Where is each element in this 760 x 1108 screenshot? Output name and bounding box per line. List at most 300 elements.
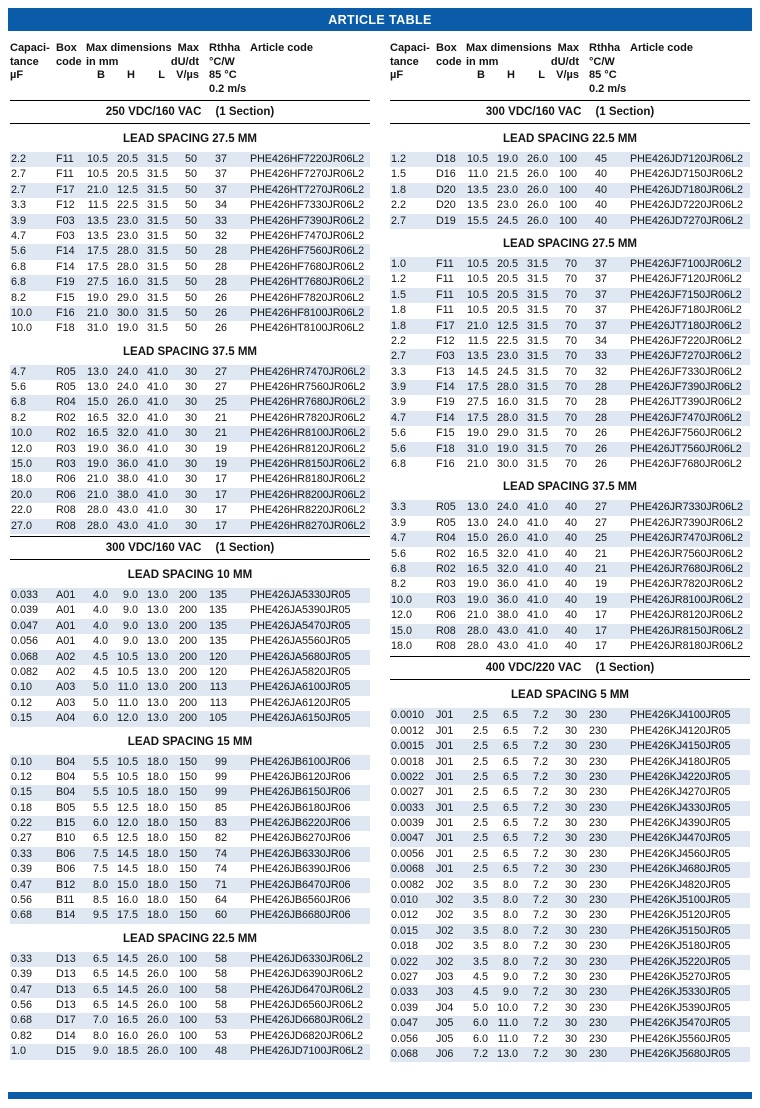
section-divider xyxy=(390,123,750,124)
dim-b-cell: 6.5 xyxy=(92,998,108,1011)
dim-b-cell: 21.0 xyxy=(466,609,488,622)
dudt-cell: 100 xyxy=(558,199,577,212)
dim-l-cell: 26.0 xyxy=(526,214,548,227)
table-row xyxy=(390,288,750,303)
box-code-cell: F03 xyxy=(436,350,455,363)
dudt-cell: 50 xyxy=(184,199,197,212)
capacitance-cell: 0.10 xyxy=(11,681,33,694)
article-code-cell: PHE426HR8220JR06L2 xyxy=(250,504,366,517)
table-row xyxy=(390,395,750,410)
box-code-cell: B04 xyxy=(56,786,76,799)
capacitance-cell: 0.47 xyxy=(11,878,33,891)
dim-h-cell: 20.5 xyxy=(496,288,518,301)
dim-l-cell: 31.5 xyxy=(146,214,168,227)
box-code-cell: J02 xyxy=(436,955,454,968)
dim-l-cell: 13.0 xyxy=(146,712,168,725)
rthha-cell: 230 xyxy=(588,1001,607,1014)
rthha-cell: 32 xyxy=(594,365,607,378)
box-code-cell: B04 xyxy=(56,755,76,768)
title-bar xyxy=(8,8,752,31)
capacitance-cell: 20.0 xyxy=(11,488,33,501)
dim-h-cell: 6.5 xyxy=(502,709,518,722)
dim-h-cell: 12.5 xyxy=(116,183,138,196)
capacitance-cell: 0.0012 xyxy=(391,724,425,737)
dudt-cell: 200 xyxy=(178,588,197,601)
dudt-cell: 30 xyxy=(184,442,197,455)
article-code-cell: PHE426KJ5390JR05 xyxy=(630,1001,731,1014)
dim-b-cell: 6.0 xyxy=(472,1032,488,1045)
capacitance-cell: 3.9 xyxy=(391,396,407,409)
box-code-cell: A03 xyxy=(56,696,76,709)
dim-h-cell: 8.0 xyxy=(502,878,518,891)
dudt-cell: 150 xyxy=(178,801,197,814)
box-code-cell: R05 xyxy=(436,516,456,529)
box-code-cell: D13 xyxy=(56,952,76,965)
table-row xyxy=(10,603,370,618)
dim-l-cell: 31.5 xyxy=(146,291,168,304)
dudt-cell: 30 xyxy=(564,1032,577,1045)
capacitance-cell: 3.3 xyxy=(11,199,27,212)
dim-l-cell: 18.0 xyxy=(146,817,168,830)
table-row xyxy=(10,711,370,726)
capacitance-cell: 4.7 xyxy=(391,411,407,424)
dudt-cell: 100 xyxy=(558,168,577,181)
dudt-cell: 30 xyxy=(564,955,577,968)
dim-b-cell: 3.5 xyxy=(472,940,488,953)
rthha-cell: 37 xyxy=(214,153,227,165)
dim-l-cell: 41.0 xyxy=(526,578,548,591)
article-code-cell: PHE426JR8120JR06L2 xyxy=(630,609,743,622)
dim-h-cell: 24.0 xyxy=(116,365,138,378)
dudt-cell: 100 xyxy=(558,214,577,227)
box-code-cell: J02 xyxy=(436,940,454,953)
dim-l-cell: 26.0 xyxy=(526,183,548,196)
dim-l-cell: 13.0 xyxy=(146,604,168,617)
dim-b-cell: 4.5 xyxy=(92,665,108,678)
table-row xyxy=(390,739,750,754)
capacitance-cell: 0.15 xyxy=(11,712,33,725)
article-code-cell: PHE426JF7120JR06L2 xyxy=(630,273,742,286)
capacitance-cell: 5.6 xyxy=(391,547,407,560)
header-article-code: Article code xyxy=(630,42,693,54)
dudt-cell: 30 xyxy=(564,1001,577,1014)
dudt-cell: 30 xyxy=(184,458,197,471)
dim-h-cell: 16.5 xyxy=(116,1014,138,1027)
dim-b-cell: 21.0 xyxy=(86,306,108,319)
dim-l-cell: 41.0 xyxy=(526,624,548,637)
dim-b-cell: 14.5 xyxy=(466,365,488,378)
article-code-cell: PHE426HF7330JR06L2 xyxy=(250,199,365,212)
table-row xyxy=(10,908,370,923)
dudt-cell: 200 xyxy=(178,619,197,632)
dim-b-cell: 4.0 xyxy=(92,588,108,601)
dim-h-cell: 17.5 xyxy=(116,909,138,922)
dudt-cell: 70 xyxy=(564,288,577,301)
article-code-cell: PHE426KJ4120JR05 xyxy=(630,724,731,737)
article-code-cell: PHE426JF7150JR06L2 xyxy=(630,288,742,301)
table-row xyxy=(390,847,750,862)
dim-b-cell: 10.5 xyxy=(86,168,108,181)
dim-l-cell: 7.2 xyxy=(532,724,548,737)
dim-b-cell: 13.5 xyxy=(466,350,488,363)
dim-h-cell: 10.5 xyxy=(116,770,138,783)
article-code-cell: PHE426JB6120JR06 xyxy=(250,770,351,783)
rthha-cell: 28 xyxy=(214,245,227,258)
header-dudt: Max dU/dt V/µs xyxy=(170,42,199,81)
page-title: ARTICLE TABLE xyxy=(328,12,432,27)
box-code-cell: B12 xyxy=(56,878,76,891)
dim-l-cell: 7.2 xyxy=(532,1001,548,1014)
dim-b-cell: 13.5 xyxy=(86,214,108,227)
dim-l-cell: 41.0 xyxy=(146,488,168,501)
dim-b-cell: 19.0 xyxy=(466,578,488,591)
dim-h-cell: 6.5 xyxy=(502,801,518,814)
capacitance-cell: 18.0 xyxy=(11,473,33,486)
dim-b-cell: 16.5 xyxy=(86,427,108,440)
dim-l-cell: 13.0 xyxy=(146,681,168,694)
rthha-cell: 230 xyxy=(588,832,607,845)
capacitance-cell: 5.6 xyxy=(391,427,407,440)
dim-l-cell: 31.5 xyxy=(146,183,168,196)
dim-h-cell: 43.0 xyxy=(496,639,518,652)
box-code-cell: R06 xyxy=(436,609,456,622)
section-count-label: (1 Section) xyxy=(215,541,275,554)
box-code-cell: B06 xyxy=(56,847,76,860)
dim-h-cell: 9.0 xyxy=(502,986,518,999)
dudt-cell: 200 xyxy=(178,712,197,725)
dim-l-cell: 41.0 xyxy=(526,516,548,529)
dim-b-cell: 2.5 xyxy=(472,786,488,799)
box-code-cell: D17 xyxy=(56,1014,76,1027)
dim-l-cell: 41.0 xyxy=(146,519,168,532)
capacitance-cell: 0.047 xyxy=(11,619,39,632)
rthha-cell: 17 xyxy=(214,473,227,486)
article-code-cell: PHE426KJ4220JR05 xyxy=(630,770,731,783)
capacitance-cell: 0.047 xyxy=(391,1017,419,1030)
dim-b-cell: 6.5 xyxy=(92,968,108,981)
box-code-cell: R02 xyxy=(436,547,456,560)
dim-l-cell: 31.5 xyxy=(526,350,548,363)
article-code-cell: PHE426HT8100JR06L2 xyxy=(250,322,365,335)
dim-h-cell: 13.0 xyxy=(496,1047,518,1060)
table-row xyxy=(390,1032,750,1047)
dudt-cell: 30 xyxy=(564,863,577,876)
dim-l-cell: 7.2 xyxy=(532,770,548,783)
dim-h-cell: 12.0 xyxy=(116,817,138,830)
box-code-cell: R08 xyxy=(56,519,76,532)
rthha-cell: 19 xyxy=(214,458,227,471)
header-dim-h: H xyxy=(127,69,135,81)
dim-l-cell: 31.5 xyxy=(526,427,548,440)
box-code-cell: R05 xyxy=(56,365,76,378)
table-row xyxy=(10,411,370,426)
dim-b-cell: 21.0 xyxy=(86,473,108,486)
rthha-cell: 17 xyxy=(214,519,227,532)
capacitance-cell: 0.27 xyxy=(11,832,33,845)
dim-b-cell: 19.0 xyxy=(86,458,108,471)
lead-spacing-heading: LEAD SPACING 27.5 MM xyxy=(123,133,257,145)
rthha-cell: 230 xyxy=(588,740,607,753)
box-code-cell: A02 xyxy=(56,650,76,663)
article-code-cell: PHE426HF8100JR06L2 xyxy=(250,306,365,319)
dim-b-cell: 13.5 xyxy=(86,229,108,242)
box-code-cell: B11 xyxy=(56,894,75,907)
rthha-cell: 34 xyxy=(594,334,607,347)
box-code-cell: F11 xyxy=(56,153,74,165)
table-row xyxy=(390,724,750,739)
dudt-cell: 100 xyxy=(178,998,197,1011)
article-code-cell: PHE426KJ5100JR05 xyxy=(630,894,731,907)
table-row xyxy=(10,380,370,395)
rthha-cell: 85 xyxy=(214,801,227,814)
rthha-cell: 40 xyxy=(594,168,607,181)
box-code-cell: J01 xyxy=(436,817,454,830)
dudt-cell: 100 xyxy=(178,968,197,981)
article-code-cell: PHE426JR7470JR06L2 xyxy=(630,532,743,545)
dim-l-cell: 7.2 xyxy=(532,847,548,860)
capacitance-cell: 10.0 xyxy=(11,306,33,319)
table-row xyxy=(390,816,750,831)
box-code-cell: F12 xyxy=(56,199,75,212)
table-row xyxy=(390,908,750,923)
dudt-cell: 70 xyxy=(564,442,577,455)
box-code-cell: D13 xyxy=(56,983,76,996)
rthha-cell: 230 xyxy=(588,955,607,968)
dim-b-cell: 21.0 xyxy=(86,488,108,501)
table-row xyxy=(10,395,370,410)
article-code-cell: PHE426HR8150JR06L2 xyxy=(250,458,366,471)
table-row xyxy=(10,696,370,711)
table-row xyxy=(390,516,750,531)
article-code-cell: PHE426HF7560JR06L2 xyxy=(250,245,365,258)
dim-h-cell: 9.0 xyxy=(122,588,138,601)
article-code-cell: PHE426HR7820JR06L2 xyxy=(250,411,366,424)
dim-l-cell: 31.5 xyxy=(146,276,168,289)
dim-h-cell: 12.5 xyxy=(496,319,518,332)
box-code-cell: R08 xyxy=(436,624,456,637)
capacitance-cell: 0.082 xyxy=(11,665,39,678)
dudt-cell: 30 xyxy=(564,847,577,860)
article-code-cell: PHE426JA5680JR05 xyxy=(250,650,351,663)
box-code-cell: F03 xyxy=(56,229,75,242)
article-code-cell: PHE426JB6330JR06 xyxy=(250,847,351,860)
article-code-cell: PHE426HF7390JR06L2 xyxy=(250,214,365,227)
rows-group xyxy=(390,257,750,472)
rthha-cell: 230 xyxy=(588,801,607,814)
article-code-cell: PHE426JD6680JR06L2 xyxy=(250,1014,363,1027)
dim-h-cell: 11.0 xyxy=(497,1032,518,1045)
dim-h-cell: 15.0 xyxy=(116,878,138,891)
capacitance-cell: 0.39 xyxy=(11,863,33,876)
dim-l-cell: 18.0 xyxy=(146,847,168,860)
capacitance-cell: 0.0082 xyxy=(391,878,425,891)
dim-b-cell: 9.5 xyxy=(92,909,108,922)
box-code-cell: R04 xyxy=(56,396,76,409)
box-code-cell: F03 xyxy=(56,214,75,227)
box-code-cell: F11 xyxy=(436,273,454,286)
dudt-cell: 70 xyxy=(564,304,577,317)
capacitance-cell: 6.8 xyxy=(391,458,407,471)
rthha-cell: 230 xyxy=(588,847,607,860)
dim-h-cell: 24.0 xyxy=(116,381,138,394)
dim-l-cell: 31.5 xyxy=(146,260,168,273)
dim-l-cell: 31.5 xyxy=(526,319,548,332)
table-row xyxy=(10,831,370,846)
box-code-cell: J04 xyxy=(436,1001,454,1014)
dim-h-cell: 24.5 xyxy=(496,214,518,227)
box-code-cell: D14 xyxy=(56,1029,76,1042)
box-code-cell: R08 xyxy=(436,639,456,652)
rows-group xyxy=(390,152,750,229)
lead-spacing-heading: LEAD SPACING 37.5 MM xyxy=(503,481,637,494)
dim-b-cell: 6.0 xyxy=(92,712,108,725)
dim-l-cell: 31.5 xyxy=(526,396,548,409)
dudt-cell: 30 xyxy=(564,770,577,783)
box-code-cell: F16 xyxy=(56,306,75,319)
article-code-cell: PHE426HR7560JR06L2 xyxy=(250,381,366,394)
dudt-cell: 70 xyxy=(564,381,577,394)
dim-h-cell: 23.0 xyxy=(496,183,518,196)
dim-l-cell: 31.5 xyxy=(526,411,548,424)
rows-group xyxy=(390,708,750,1062)
article-code-cell: PHE426JD7120JR06L2 xyxy=(630,153,743,165)
capacitance-cell: 0.0056 xyxy=(391,847,425,860)
dim-b-cell: 17.5 xyxy=(86,245,108,258)
table-row xyxy=(390,608,750,623)
dim-b-cell: 28.0 xyxy=(86,504,108,517)
dim-b-cell: 21.0 xyxy=(86,183,108,196)
dim-l-cell: 7.2 xyxy=(532,940,548,953)
dim-b-cell: 10.5 xyxy=(466,153,488,165)
box-code-cell: F15 xyxy=(436,427,455,440)
rthha-cell: 26 xyxy=(214,291,227,304)
dudt-cell: 40 xyxy=(564,516,577,529)
dim-l-cell: 7.2 xyxy=(532,909,548,922)
rthha-cell: 230 xyxy=(588,894,607,907)
capacitance-cell: 0.056 xyxy=(11,635,39,648)
dim-l-cell: 41.0 xyxy=(146,427,168,440)
dim-l-cell: 13.0 xyxy=(146,650,168,663)
dim-b-cell: 21.0 xyxy=(466,458,488,471)
article-code-cell: PHE426KJ4330JR05 xyxy=(630,801,731,814)
article-code-cell: PHE426JF7270JR06L2 xyxy=(630,350,742,363)
table-row xyxy=(10,816,370,831)
dim-h-cell: 20.5 xyxy=(496,304,518,317)
dudt-cell: 40 xyxy=(564,624,577,637)
capacitance-cell: 3.9 xyxy=(391,516,407,529)
dim-l-cell: 41.0 xyxy=(526,609,548,622)
box-code-cell: D13 xyxy=(56,998,76,1011)
rthha-cell: 120 xyxy=(208,650,227,663)
dudt-cell: 200 xyxy=(178,604,197,617)
article-code-cell: PHE426JD7220JR06L2 xyxy=(630,199,743,212)
dim-l-cell: 31.5 xyxy=(146,229,168,242)
dim-l-cell: 41.0 xyxy=(146,365,168,378)
article-code-cell: PHE426JB6270JR06 xyxy=(250,832,351,845)
dim-h-cell: 8.0 xyxy=(502,909,518,922)
capacitance-cell: 3.9 xyxy=(11,214,27,227)
rthha-cell: 83 xyxy=(214,817,227,830)
dim-b-cell: 16.5 xyxy=(86,411,108,424)
dim-h-cell: 36.0 xyxy=(116,442,138,455)
dudt-cell: 40 xyxy=(564,578,577,591)
table-row xyxy=(10,472,370,487)
dim-h-cell: 6.5 xyxy=(502,770,518,783)
rthha-cell: 230 xyxy=(588,878,607,891)
box-code-cell: F14 xyxy=(436,411,455,424)
dim-b-cell: 6.0 xyxy=(472,1017,488,1030)
capacitance-cell: 0.0033 xyxy=(391,801,425,814)
dim-h-cell: 6.5 xyxy=(502,832,518,845)
article-code-cell: PHE426JB6680JR06 xyxy=(250,909,351,922)
capacitance-cell: 0.012 xyxy=(391,909,419,922)
dim-l-cell: 7.2 xyxy=(532,986,548,999)
capacitance-cell: 0.027 xyxy=(391,970,419,983)
dudt-cell: 50 xyxy=(184,322,197,335)
rthha-cell: 230 xyxy=(588,1017,607,1030)
capacitance-cell: 0.039 xyxy=(11,604,39,617)
voltage-label: 300 VDC/160 VAC xyxy=(485,106,582,118)
box-code-cell: J01 xyxy=(436,770,454,783)
box-code-cell: J06 xyxy=(436,1047,454,1060)
article-code-cell: PHE426JT7390JR06L2 xyxy=(630,396,742,409)
table-row xyxy=(390,547,750,562)
dudt-cell: 30 xyxy=(184,427,197,440)
dim-b-cell: 10.5 xyxy=(466,288,488,301)
rthha-cell: 99 xyxy=(214,770,227,783)
dim-b-cell: 19.0 xyxy=(86,291,108,304)
rthha-cell: 53 xyxy=(214,1014,227,1027)
article-code-cell: PHE426HT7680JR06L2 xyxy=(250,276,365,289)
capacitance-cell: 15.0 xyxy=(391,624,413,637)
box-code-cell: R06 xyxy=(56,488,76,501)
table-row xyxy=(10,183,370,198)
dim-h-cell: 6.5 xyxy=(502,740,518,753)
voltage-section-header xyxy=(10,101,370,123)
capacitance-cell: 0.033 xyxy=(391,986,419,999)
rthha-cell: 17 xyxy=(594,624,607,637)
dim-l-cell: 13.0 xyxy=(146,696,168,709)
header-dudt: Max dU/dt V/µs xyxy=(550,42,579,81)
article-code-cell: PHE426KJ5150JR05 xyxy=(630,924,731,937)
table-row xyxy=(10,275,370,290)
dudt-cell: 50 xyxy=(184,260,197,273)
capacitance-cell: 2.7 xyxy=(11,183,27,196)
header-max-dimensions: Max dimensions in mm B H L xyxy=(86,42,172,81)
dudt-cell: 70 xyxy=(564,334,577,347)
capacitance-cell: 0.56 xyxy=(11,894,33,907)
dim-h-cell: 32.0 xyxy=(496,562,518,575)
dudt-cell: 100 xyxy=(178,952,197,965)
rthha-cell: 26 xyxy=(214,322,227,335)
rthha-cell: 135 xyxy=(208,619,227,632)
article-code-cell: PHE426HF7820JR06L2 xyxy=(250,291,365,304)
table-row xyxy=(390,198,750,213)
dim-l-cell: 7.2 xyxy=(532,817,548,830)
capacitance-cell: 0.033 xyxy=(11,588,39,601)
rthha-cell: 230 xyxy=(588,786,607,799)
dudt-cell: 30 xyxy=(184,396,197,409)
table-row xyxy=(390,924,750,939)
article-code-cell: PHE426HR8100JR06L2 xyxy=(250,427,366,440)
box-code-cell: D13 xyxy=(56,968,76,981)
capacitance-cell: 6.8 xyxy=(11,396,27,409)
dudt-cell: 70 xyxy=(564,365,577,378)
capacitance-cell: 0.68 xyxy=(11,909,33,922)
box-code-cell: A03 xyxy=(56,681,76,694)
capacitance-cell: 0.0039 xyxy=(391,817,425,830)
article-code-cell: PHE426HF7270JR06L2 xyxy=(250,168,365,181)
